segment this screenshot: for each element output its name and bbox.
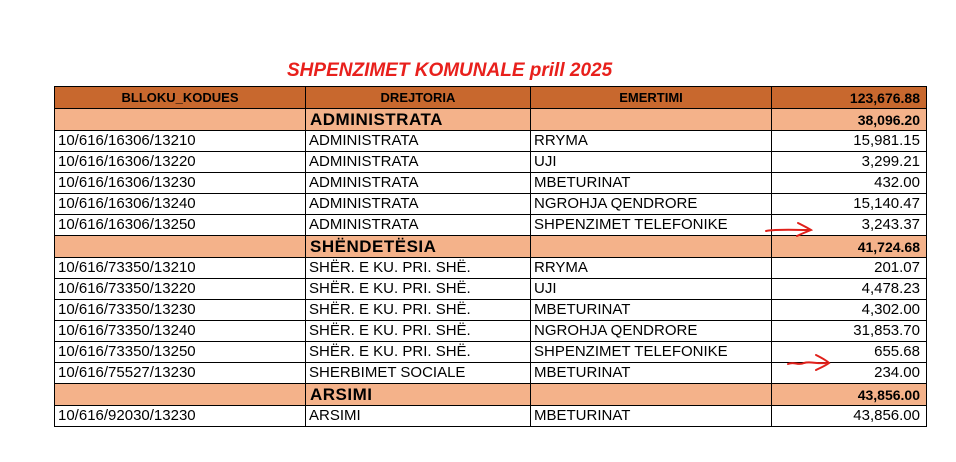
cell-item: RRYMA — [531, 258, 772, 279]
cell-item: MBETURINAT — [531, 300, 772, 321]
cell-dept: SHËR. E KU. PRI. SHË. — [306, 279, 531, 300]
cell-code: 10/616/16306/13240 — [55, 194, 306, 215]
report-title: SHPENZIMET KOMUNALE prill 2025 — [287, 60, 613, 81]
expenses-table — [54, 86, 927, 427]
cell-code: 10/616/73350/13210 — [55, 258, 306, 279]
section-total: 38,096.20 — [772, 109, 927, 131]
cell-dept: ADMINISTRATA — [306, 131, 531, 152]
cell-dept: SHERBIMET SOCIALE — [306, 363, 531, 384]
cell-code: 10/616/73350/13250 — [55, 342, 306, 363]
cell-amount: 234.00 — [772, 363, 927, 384]
cell-amount: 15,140.47 — [772, 194, 927, 215]
table-row — [55, 131, 927, 152]
cell-dept: ADMINISTRATA — [306, 173, 531, 194]
section-row-arsimi — [55, 384, 927, 406]
section-row-shendetesia — [55, 236, 927, 258]
cell-item: MBETURINAT — [531, 406, 772, 427]
table-row — [55, 300, 927, 321]
table-row — [55, 194, 927, 215]
table-row — [55, 279, 927, 300]
cell-code: 10/616/75527/13230 — [55, 363, 306, 384]
cell-amount: 3,299.21 — [772, 152, 927, 173]
cell-item: UJI — [531, 152, 772, 173]
section-total: 41,724.68 — [772, 236, 927, 258]
table-row — [55, 406, 927, 427]
cell-item: SHPENZIMET TELEFONIKE — [531, 215, 772, 236]
header-drejtoria: DREJTORIA — [306, 87, 531, 109]
table-row — [55, 173, 927, 194]
cell-item: MBETURINAT — [531, 173, 772, 194]
cell-amount: 43,856.00 — [772, 406, 927, 427]
cell-amount: 4,302.00 — [772, 300, 927, 321]
table-header-row — [55, 87, 927, 109]
cell-dept: ARSIMI — [306, 406, 531, 427]
cell-amount: 432.00 — [772, 173, 927, 194]
cell-item: UJI — [531, 279, 772, 300]
cell-item: NGROHJA QENDRORE — [531, 321, 772, 342]
red-arrow-icon — [786, 352, 832, 372]
table-row — [55, 152, 927, 173]
cell-item: RRYMA — [531, 131, 772, 152]
cell-code: 10/616/73350/13230 — [55, 300, 306, 321]
section-name: ARSIMI — [306, 384, 531, 406]
cell-dept: SHËR. E KU. PRI. SHË. — [306, 300, 531, 321]
cell-item: SHPENZIMET TELEFONIKE — [531, 342, 772, 363]
cell-code: 10/616/73350/13220 — [55, 279, 306, 300]
cell-item: NGROHJA QENDRORE — [531, 194, 772, 215]
section-name: SHËNDETËSIA — [306, 236, 531, 258]
cell-code: 10/616/16306/13210 — [55, 131, 306, 152]
cell-code: 10/616/73350/13240 — [55, 321, 306, 342]
cell-amount: 201.07 — [772, 258, 927, 279]
cell-amount: 4,478.23 — [772, 279, 927, 300]
header-emertimi: EMERTIMI — [531, 87, 772, 109]
section-name: ADMINISTRATA — [306, 109, 531, 131]
cell-code: 10/616/16306/13230 — [55, 173, 306, 194]
table-row — [55, 258, 927, 279]
cell-code: 10/616/92030/13230 — [55, 406, 306, 427]
header-blloku-kodues: BLLOKU_KODUES — [55, 87, 306, 109]
cell-code: 10/616/16306/13250 — [55, 215, 306, 236]
red-arrow-icon — [764, 220, 814, 238]
cell-item: MBETURINAT — [531, 363, 772, 384]
cell-dept: SHËR. E KU. PRI. SHË. — [306, 342, 531, 363]
cell-amount: 3,243.37 — [772, 215, 927, 236]
cell-dept: SHËR. E KU. PRI. SHË. — [306, 258, 531, 279]
cell-amount: 15,981.15 — [772, 131, 927, 152]
cell-dept: ADMINISTRATA — [306, 194, 531, 215]
cell-dept: ADMINISTRATA — [306, 152, 531, 173]
grand-total: 123,676.88 — [772, 87, 927, 109]
cell-amount: 31,853.70 — [772, 321, 927, 342]
cell-dept: SHËR. E KU. PRI. SHË. — [306, 321, 531, 342]
table-row — [55, 321, 927, 342]
section-total: 43,856.00 — [772, 384, 927, 406]
cell-code: 10/616/16306/13220 — [55, 152, 306, 173]
cell-amount: 655.68 — [772, 342, 927, 363]
section-row-administrata — [55, 109, 927, 131]
cell-dept: ADMINISTRATA — [306, 215, 531, 236]
